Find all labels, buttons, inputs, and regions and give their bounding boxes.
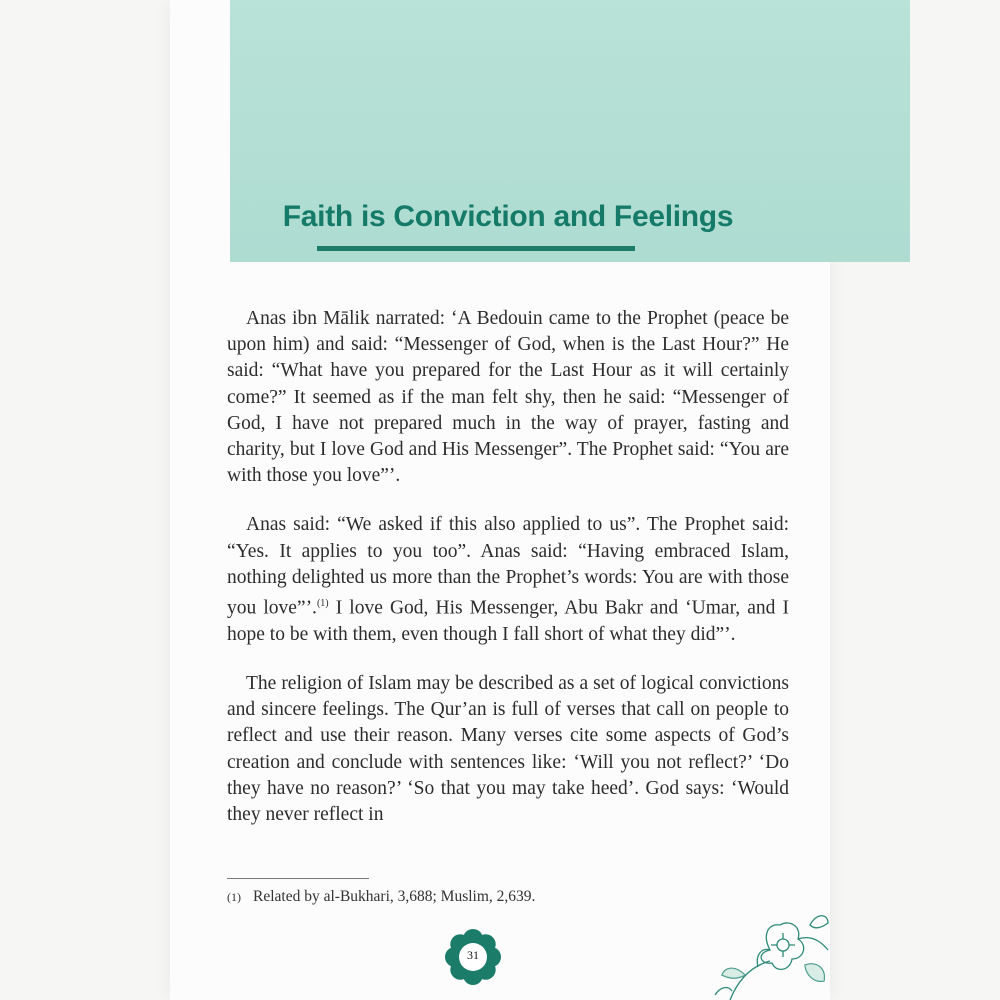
paragraph-text: I love God, His Messenger, Abu Bakr and ‘Umar, and I hope to be with them, even though I fall short of what they did”’. — [227, 597, 789, 645]
page-number: 31 — [467, 948, 479, 962]
book-page — [170, 0, 830, 1000]
footnote-text: Related by al-Bukhari, 3,688; Muslim, 2,639. — [253, 888, 536, 905]
floral-corner-icon — [710, 895, 830, 1000]
title-underline — [317, 246, 635, 251]
page-number-badge — [444, 928, 502, 986]
paragraph: The religion of Islam may be described as a set of logical convictions and sincere feelings. The Qur’an is full of verses that call on people to reflect and use their reason. Many verses cite some aspects of God’s creation and conclude with sentences like: ‘Will you not reflect?’ ‘Do they have no reason?’ ‘So that you may take heed’. God says: ‘Would they never reflect in — [227, 672, 789, 825]
footnote-divider — [227, 878, 369, 879]
body-text — [227, 306, 789, 851]
footnote — [227, 888, 787, 906]
footnote-number: (1) — [227, 890, 241, 904]
paragraph-text: Anas said: “We asked if this also applied to us”. The Prophet said: “Yes. It applies to you too”. Anas said: “Having embraced Islam, nothing delighted us more than the Prophet’s words: You are with those you love”’. — [227, 514, 789, 619]
paragraph: Anas ibn Mālik narrated: ‘A Bedouin came to the Prophet (peace be upon him) and said: “Messenger of God, when is the Last Hour?” He said: “What have you prepared for the Last Hour as it will certainly come?” It seemed as if the man felt shy, then he said: “Messenger of God, I have not prepared much in the way of prayer, fasting and charity, but I love God and His Messenger”. The Prophet said: “You are with those you love”’. — [227, 308, 789, 487]
paragraph — [227, 512, 789, 648]
chapter-title: Faith is Conviction and Feelings — [282, 200, 734, 233]
footnote-ref: (1) — [316, 598, 329, 610]
